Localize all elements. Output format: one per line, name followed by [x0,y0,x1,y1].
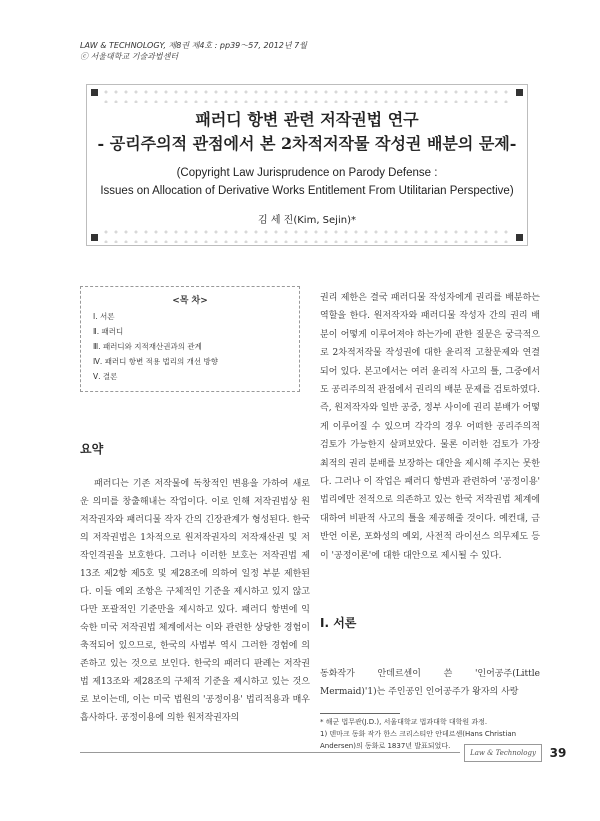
intro-paragraph: 동화작가 안데르센이 쓴 '인어공주(Little Mermaid)'1)는 주인공인 인어공주가 왕자의 사랑 [320,669,540,697]
footnote-author: * 해군 법무관(J.D.), 서울대학교 법과대학 대학원 과정. [320,718,488,726]
summary-body [80,475,310,727]
footer-rule [80,752,460,753]
table-of-contents [80,286,300,392]
footnote-1: 1) 덴마크 동화 작가 한스 크리스티안 안데르센(Hans Christian Andersen)의 동화로 1837년 발표되었다. [320,730,517,750]
toc-item: Ⅰ. 서론 [93,312,115,321]
paper-title-english: (Copyright Law Jurisprudence on Parody Defense : [176,167,438,179]
intro-body [320,656,540,710]
paper-subtitle-english: Issues on Allocation of Derivative Works Entitlement From Utilitarian Perspective) [100,185,514,197]
corner-square-icon [91,89,98,96]
corner-square-icon [91,234,98,241]
paper-title-korean: 패러디 항변 관련 저작권법 연구 [195,110,419,129]
toc-item: Ⅳ. 패러디 항변 적용 법리의 개선 방향 [93,357,219,366]
toc-item: Ⅱ. 패러디 [93,327,124,336]
decorative-pattern-bottom [101,227,513,243]
paper-subtitle-korean: - 공리주의적 관점에서 본 2차적저작물 작성권 배분의 문제- [97,134,517,153]
corner-square-icon [516,234,523,241]
page-number: 39 [549,746,567,760]
toc-item: Ⅲ. 패러디와 지적재산권과의 관계 [93,342,202,351]
journal-header [80,40,307,62]
decorative-pattern-top [101,87,513,103]
corner-square-icon [516,89,523,96]
footnote-divider [320,713,400,714]
title-box [86,84,528,246]
summary-continuation-paragraph: 권리 제한은 결국 패러디물 작성자에게 권리를 배분하는 역할을 한다. 원저작자와 패러디물 작성자 간의 권리 배분이 어떻게 이루어져야 하는가에 관한 질문은 궁극적으로 2차적저작물 작성권에 대한 윤리적 고찰문제와 연결되어 있다. 본고에서는 여러 윤리적 사고의 틀, 그중에서도 공리주의적 관점에서 권리의 배분 문제를 검토하였다. 즉, 원저작자와 일반 공중, 정부 사이에 권리 분배가 어떻게 이루어질 수 있으며 각각의 경우 어떠한 공리주의적 검토가 가능한지 살펴보았다. 물론 이러한 검토가 가장 최적의 권리 분배를 보장하는 대안을 제시해 주지는 못한다. 그러나 이 작업은 패러디 항변과 관련하여 '공정이용' 법리에만 전적으로 의존하고 있는 한국 저작권법 체계에 대하여 비판적 사고의 틀을 제공해줄 것이다. 예컨대, 금반언 이론, 포화성의 예외, 사전적 라이선스 의무제도 등이 '공정이론'에 대한 대안으로 제시될 수 있다. [320,293,540,561]
toc-list [93,309,218,384]
summary-continuation [320,289,540,565]
summary-heading: 요약 [80,442,104,456]
journal-copyright: ⓒ 서울대학교 기술과법센터 [80,52,179,61]
intro-heading: Ⅰ. 서론 [320,616,357,630]
toc-title: <목 차> [172,296,208,306]
author-name: 김 세 진(Kim, Sejin)* [258,215,356,226]
journal-citation: LAW & TECHNOLOGY, 제8권 제4호 : pp39～57, 2012년 7월 [80,41,307,50]
toc-item: Ⅴ. 결론 [93,372,118,381]
footer-journal-name: Law & Technology [464,744,542,762]
summary-paragraph: 패러디는 기존 저작물에 독창적인 변용을 가하여 새로운 의미를 창출해내는 작업이다. 이로 인해 저작권법상 원저작권자와 패러디물 작자 간의 긴장관계가 형성된다. 한국의 저작권법은 1차적으로 원저작권자의 저작재산권 및 저작인격권을 보호한다. 그러나 이러한 보호는 저작권법 제13조 제2항 제5호 및 제28조에 의하여 일정 부분 제한된다. 이들 예외 조항은 구체적인 기준을 제시하고 있지 않고 다만 포괄적인 기준만을 제시하고 있다. 패러디 항변에 익숙한 미국 저작권법 체계에서는 이와 관련한 상당한 경험이 축적되어 있으므로, 한국의 사법부 역시 그러한 경험에 의존하고 있는 것으로 보인다. 한국의 패러디 판례는 저작권법 제13조와 제28조의 구체적 기준을 제시하고 있는 것으로 보이는데, 이는 미국 법원의 '공정이용' 법리적용과 매우 흡사하다. 공정이용에 의한 원저작권자의 [80,479,310,723]
